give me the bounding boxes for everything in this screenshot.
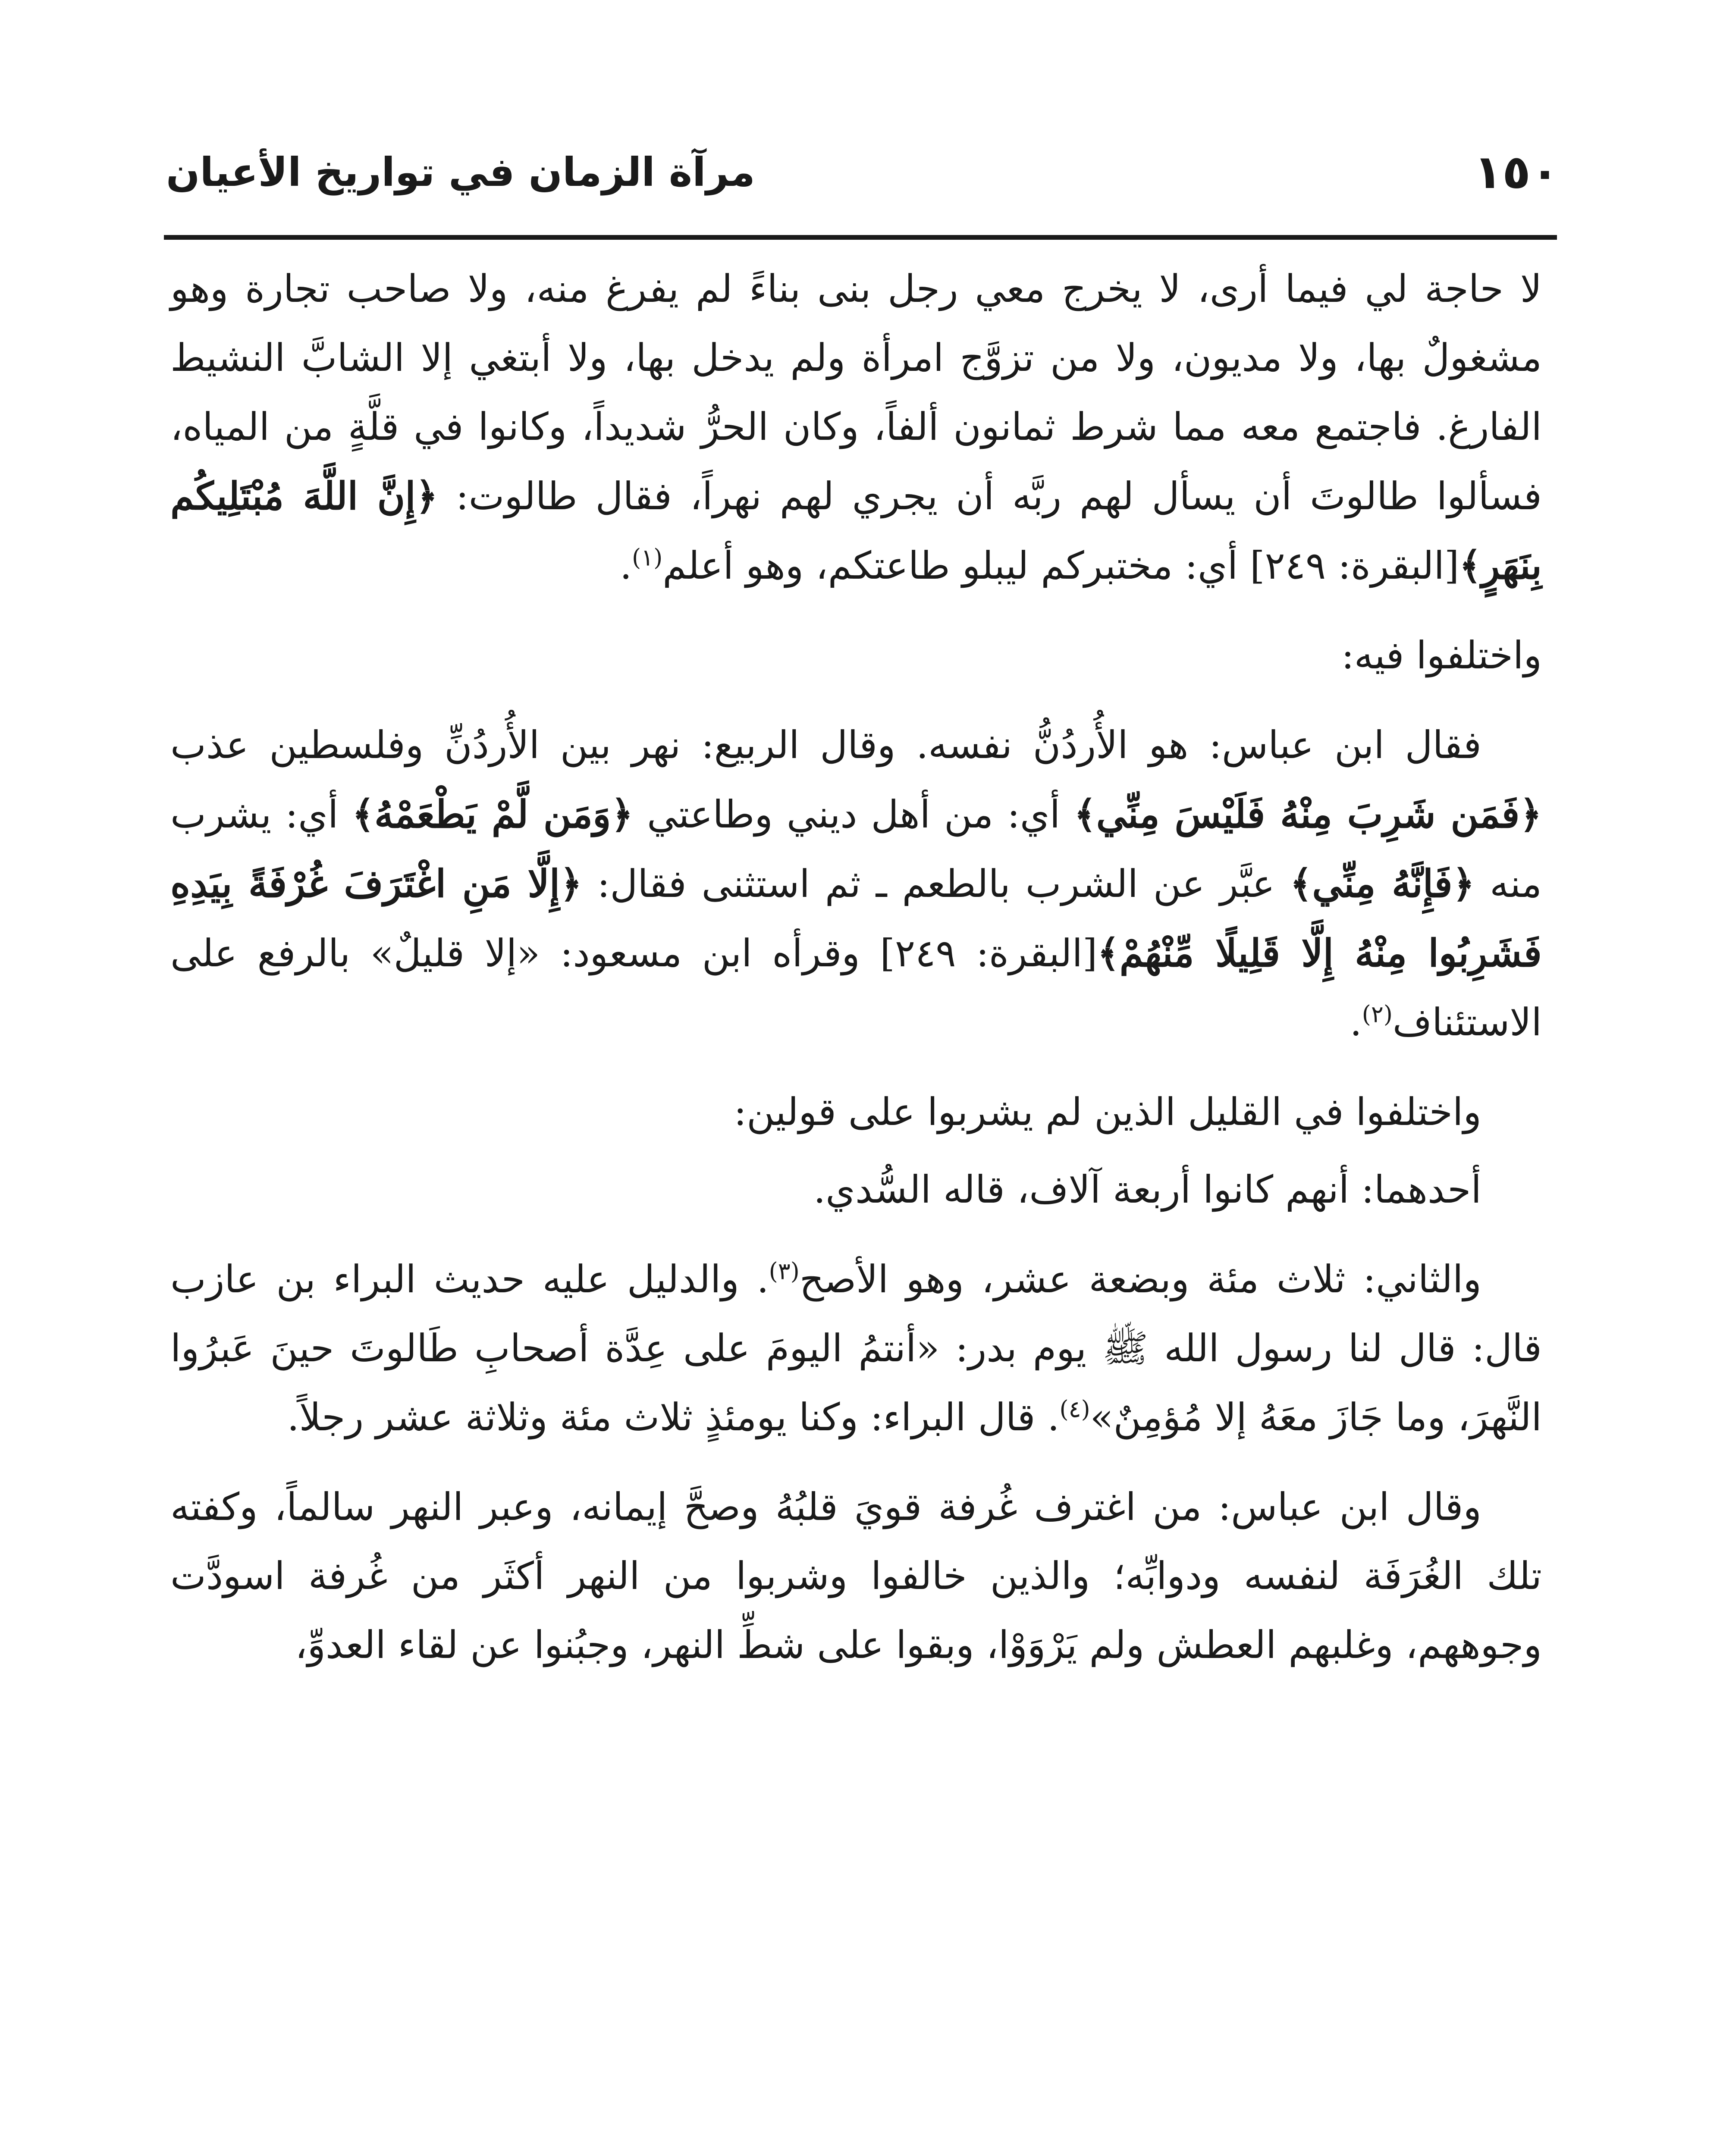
paragraph-1	[170, 254, 1542, 600]
footnote-ref[interactable]: (١)	[632, 544, 663, 571]
text-run: .	[620, 543, 632, 588]
text-run: .	[1350, 1000, 1362, 1044]
text-run: فقال ابن عباس: هو الأُردُنُّ نفسه. وقال الربيع: نهر بين الأُردُنِّ وفلسطين عذب	[170, 723, 1481, 767]
paragraph-4: واختلفوا في القليل الذين لم يشربوا على قولين:	[734, 1090, 1481, 1134]
paragraph-5: أحدهما: أنهم كانوا أربعة آلاف، قاله السُّدي.	[813, 1167, 1481, 1212]
text-run: لا حاجة لي فيما أرى، لا يخرج معي رجل بنى بناءً لم يفرغ منه، ولا صاحب تجارة وهو مشغولٌ بها، ولا مديون، ولا من تزوَّج امرأة ولم يدخل بها، ولا أبتغي إلا الشابَّ النشيط الفارغ. فاجتمع معه مما شرط ثمانون ألفاً، وكان الحرُّ شديداً، وكانوا في قلَّةٍ من المياه، فسألوا طالوتَ أن يسأل لهم ربَّه أن يجري لهم نهراً، فقال طالوت:	[170, 266, 1542, 518]
text-run: . والدليل عليه حديث البراء بن عازب قال: قال لنا رسول الله ﷺ يوم بدر: «أنتمُ اليومَ على عِدَّة أصحابِ طَالوتَ حينَ عَبرُوا النَّهرَ، وما جَازَ معَهُ إلا مُؤمِنٌ»	[170, 1257, 1542, 1439]
header-divider	[164, 235, 1557, 240]
paragraph-2: واختلفوا فيه:	[1341, 633, 1542, 677]
text-run: عبَّر عن الشرب بالطعم ـ ثم استثنى فقال:	[582, 862, 1290, 906]
text-run: [البقرة: ٢٤٩] أي: مختبركم ليبلو طاعتكم، وهو أعلم	[662, 543, 1459, 588]
quran-verse: ﴿وَمَن لَّمْ يَطْعَمْهُ﴾	[352, 792, 634, 837]
text-run: أي: من أهل ديني وطاعتي	[633, 792, 1074, 837]
text-run: [البقرة: ٢٤٩] وقرأه ابن مسعود: «إلا قليلٌ» بالرفع على الاستئناف	[170, 931, 1542, 1044]
page-number: ١٥٠	[1474, 145, 1559, 199]
quran-verse: ﴿إِنَّ اللَّهَ مُبْتَلِيكُم بِنَهَرٍ﴾	[170, 473, 1542, 588]
text-run: والثاني: ثلاث مئة وبضعة عشر، وهو الأصح	[799, 1257, 1481, 1301]
running-title: مرآة الزمان في تواريخ الأعيان	[166, 149, 755, 195]
paragraph-7: وقال ابن عباس: من اغترف غُرفة قويَ قلبُهُ وصحَّ إيمانه، وعبر النهر سالماً، وكفته تلك الغُرَفَة لنفسه ودوابِّه؛ والذين خالفوا وشربوا من النهر أكثَر من غُرفة اسودَّت وجوههم، وغلبهم العطش ولم يَرْوَوْا، وبقوا على شطِّ النهر، وجبُنوا عن لقاء العدوِّ،	[170, 1485, 1542, 1667]
text-run: أي: يشرب منه	[170, 792, 1542, 906]
quran-verse: ﴿فَمَن شَرِبَ مِنْهُ فَلَيْسَ مِنِّي﴾	[1074, 792, 1542, 837]
quran-verse: ﴿إِلَّا مَنِ اغْتَرَفَ غُرْفَةً بِيَدِهِ فَشَرِبُوا مِنْهُ إِلَّا قَلِيلًا مِّنْهُمْ﴾	[170, 861, 1542, 975]
paragraph-6	[170, 1245, 1542, 1452]
footnote-ref[interactable]: (٣)	[769, 1257, 800, 1285]
paragraph-3	[170, 711, 1542, 1057]
quran-verse: ﴿فَإِنَّهُ مِنِّي﴾	[1290, 861, 1475, 906]
page-header	[166, 142, 1559, 207]
text-run: . قال البراء: وكنا يومئذٍ ثلاث مئة وثلاثة عشر رجلاً.	[287, 1395, 1060, 1439]
footnote-ref[interactable]: (٢)	[1362, 1000, 1393, 1028]
footnote-ref[interactable]: (٤)	[1059, 1395, 1090, 1423]
main-text	[170, 254, 1542, 1700]
